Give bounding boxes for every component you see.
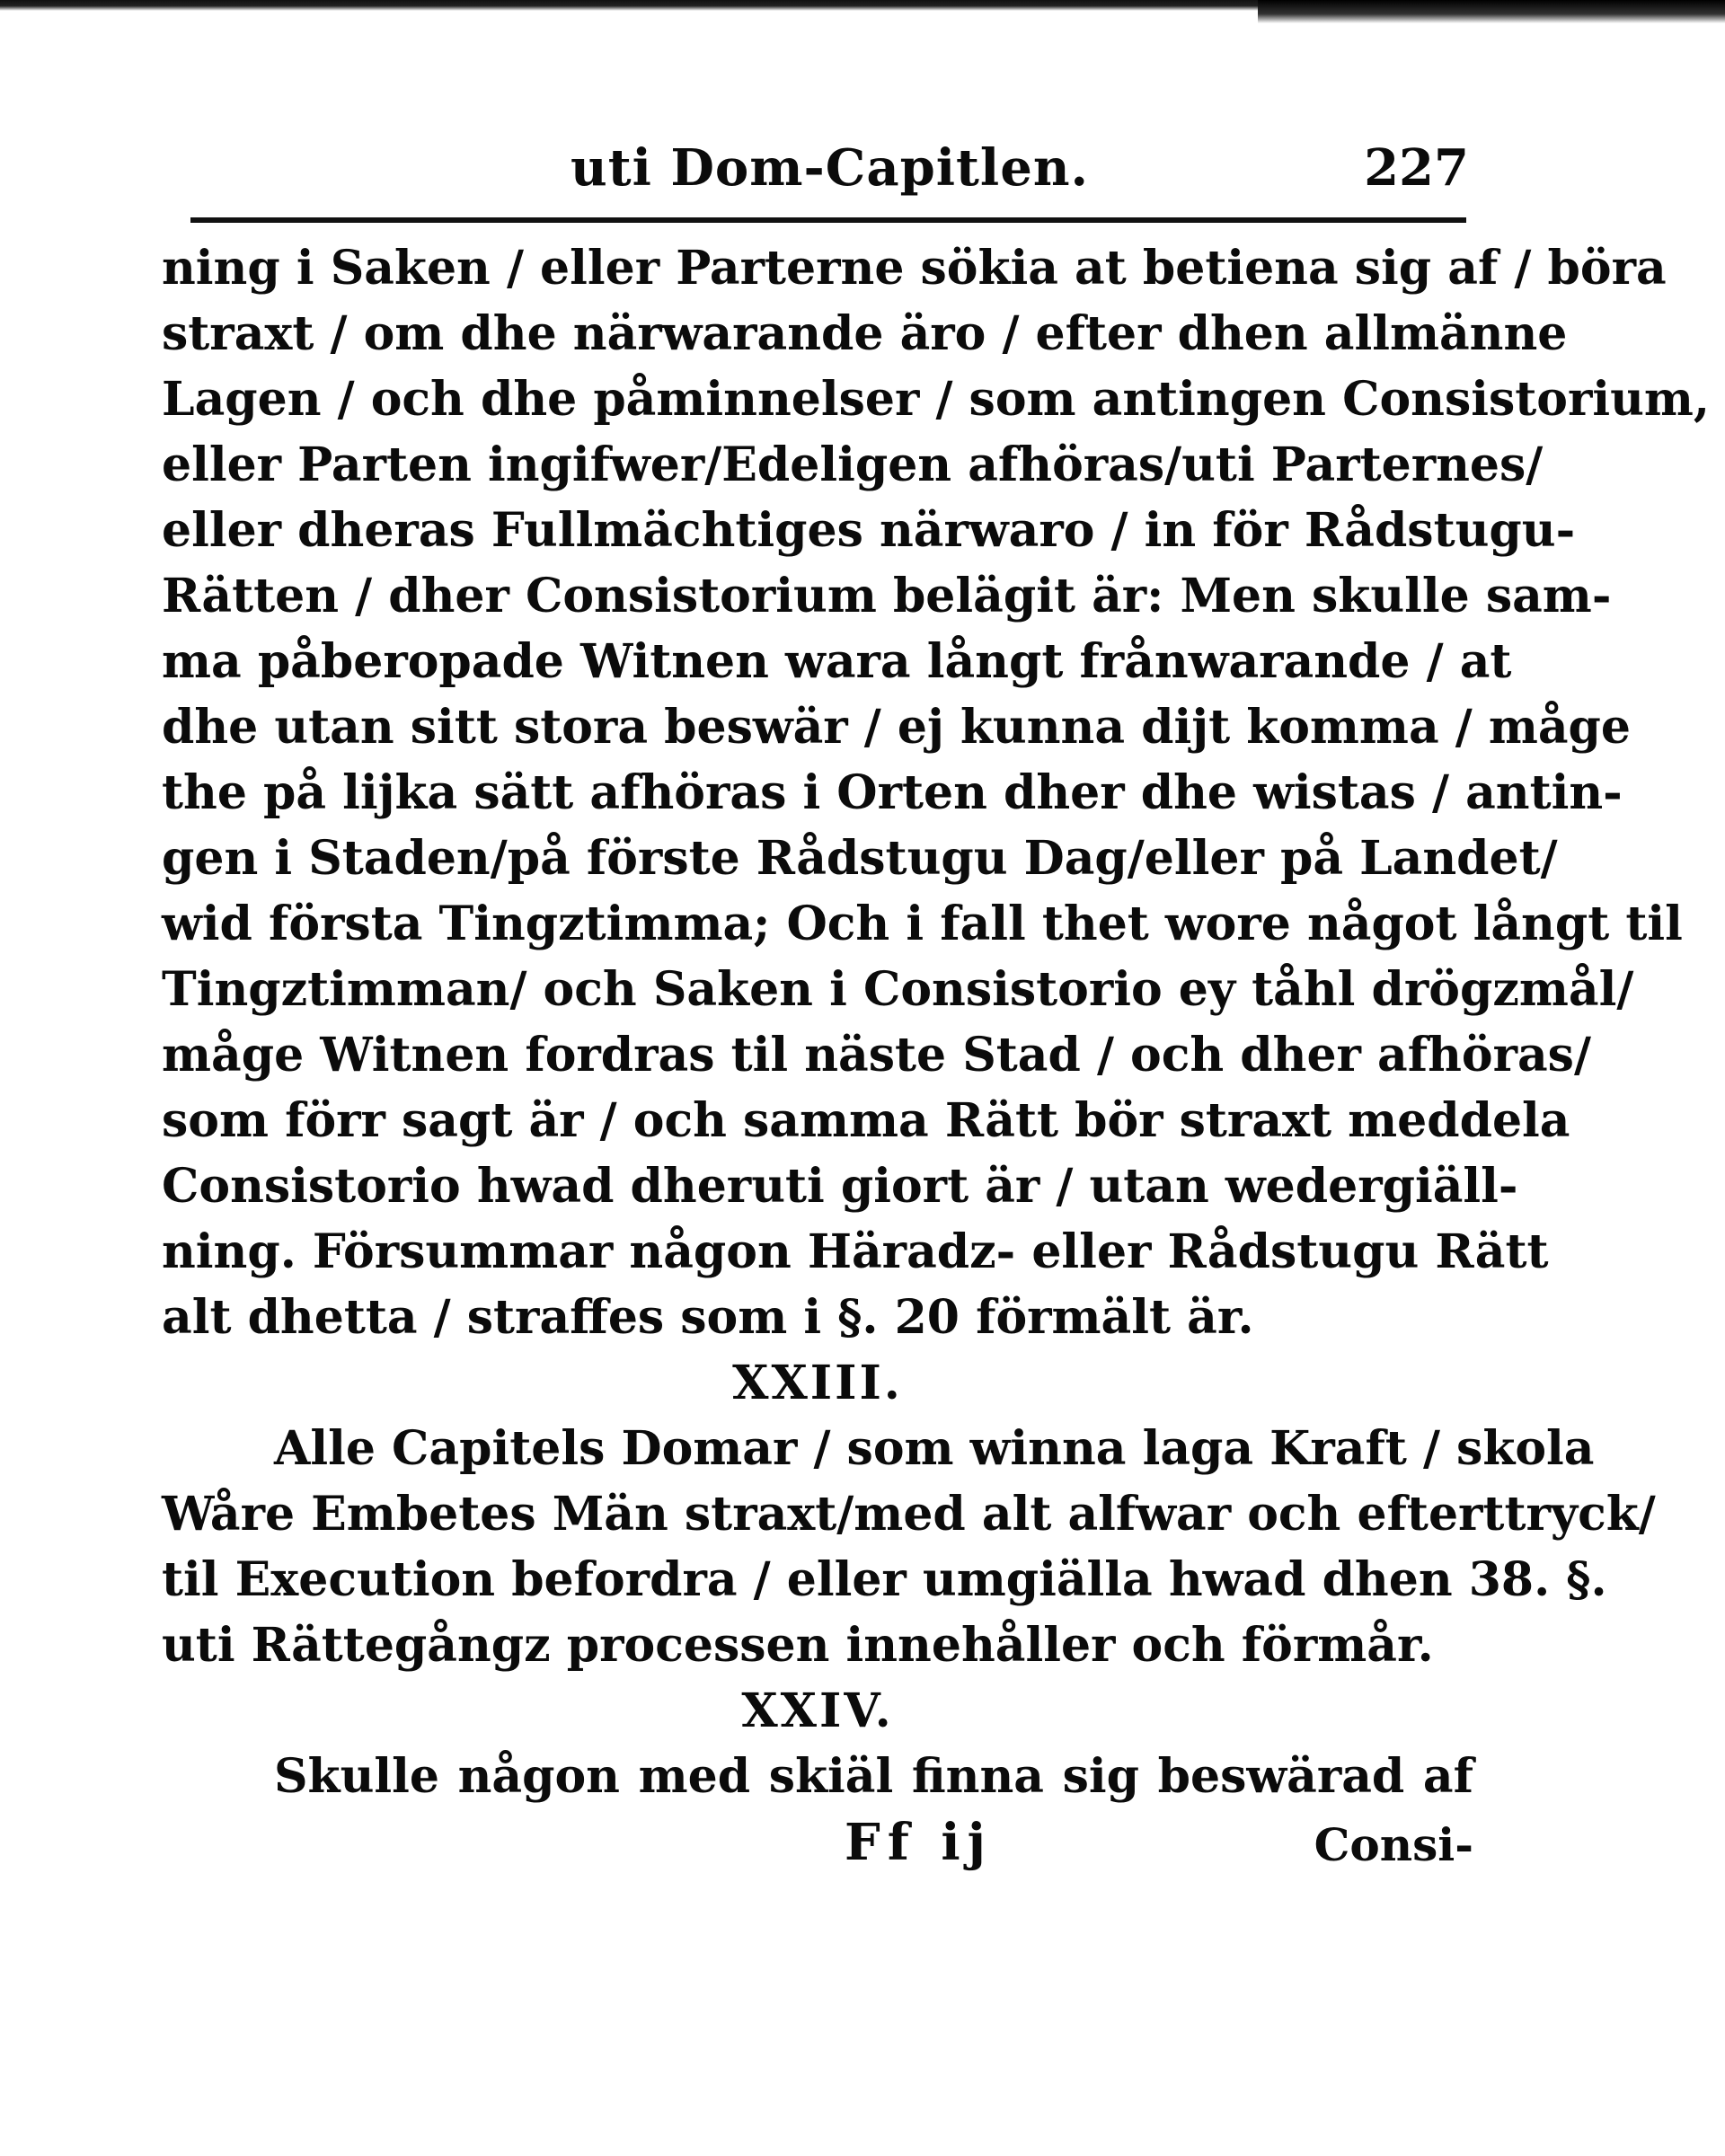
section-xxiii-line: Alle Capitels Domar / som winna laga Kraft / skola [274,1421,1595,1476]
section-number-xxiv: XXIV. [741,1683,894,1738]
text-line: ma påberopade Witnen wara långt frånwarande / at [162,634,1512,689]
catchword: Consi- [1314,1818,1473,1871]
text-line: ning i Saken / eller Parterne sökia at betiena sig af / böra [162,241,1667,296]
text-line: eller Parten ingifwer/Edeligen afhöras/uti Parternes/ [162,437,1544,492]
text-line: wid första Tingztimma; Och i fall thet wore något långt til [162,897,1683,951]
text-line: Rätten / dher Consistorium belägit är: Men skulle sam- [162,569,1612,623]
scan-border-corner [1258,0,1725,23]
text-line: ning. Försummar någon Häradz- eller Rådstugu Rätt [162,1224,1549,1279]
text-line: the på lijka sätt afhöras i Orten dher dhe wistas / antin- [162,765,1623,820]
text-line: straxt / om dhe närwarande äro / efter dhen allmänne [162,306,1568,361]
text-line: gen i Staden/på förste Rådstugu Dag/eller på Landet/ [162,831,1558,886]
page-footer [162,1813,1473,1885]
section-xxiii-line: Wåre Embetes Män straxt/med alt alfwar och efterttryck/ [162,1487,1656,1542]
running-head: uti Dom-Capitlen. [571,138,1090,198]
text-line: måge Witnen fordras til näste Stad / och dher afhöras/ [162,1028,1591,1082]
text-line: Tingztimman/ och Saken i Consistorio ey tåhl drögzmål/ [162,962,1634,1017]
text-line: alt dhetta / straffes som i §. 20 förmält är. [162,1290,1254,1345]
section-xxiii-line: til Execution befordra / eller umgiälla hwad dhen 38. §. [162,1552,1607,1607]
text-line: Consistorio hwad dheruti giort är / utan wedergiäll- [162,1159,1518,1214]
section-xxiii-line: uti Rättegångz processen innehåller och förmår. [162,1618,1434,1673]
header-rule [190,217,1466,223]
text-line: som förr sagt är / och samma Rätt bör straxt meddela [162,1093,1570,1148]
page-header [153,133,1469,205]
text-line: Lagen / och dhe påminnelser / som antingen Consistorium, [162,372,1711,427]
text-line: eller dheras Fullmächtiges närwaro / in för Rådstugu- [162,503,1576,558]
section-number-xxiii: XXIII. [732,1356,903,1410]
page-number: 227 [1364,138,1469,198]
text-line: dhe utan sitt stora beswär / ej kunna dijt komma / måge [162,700,1632,755]
section-xxiv-line: Skulle någon med skiäl finna sig beswärad af [274,1749,1473,1804]
page-text [162,235,1711,1809]
signature-mark: Ff ij [845,1813,993,1872]
